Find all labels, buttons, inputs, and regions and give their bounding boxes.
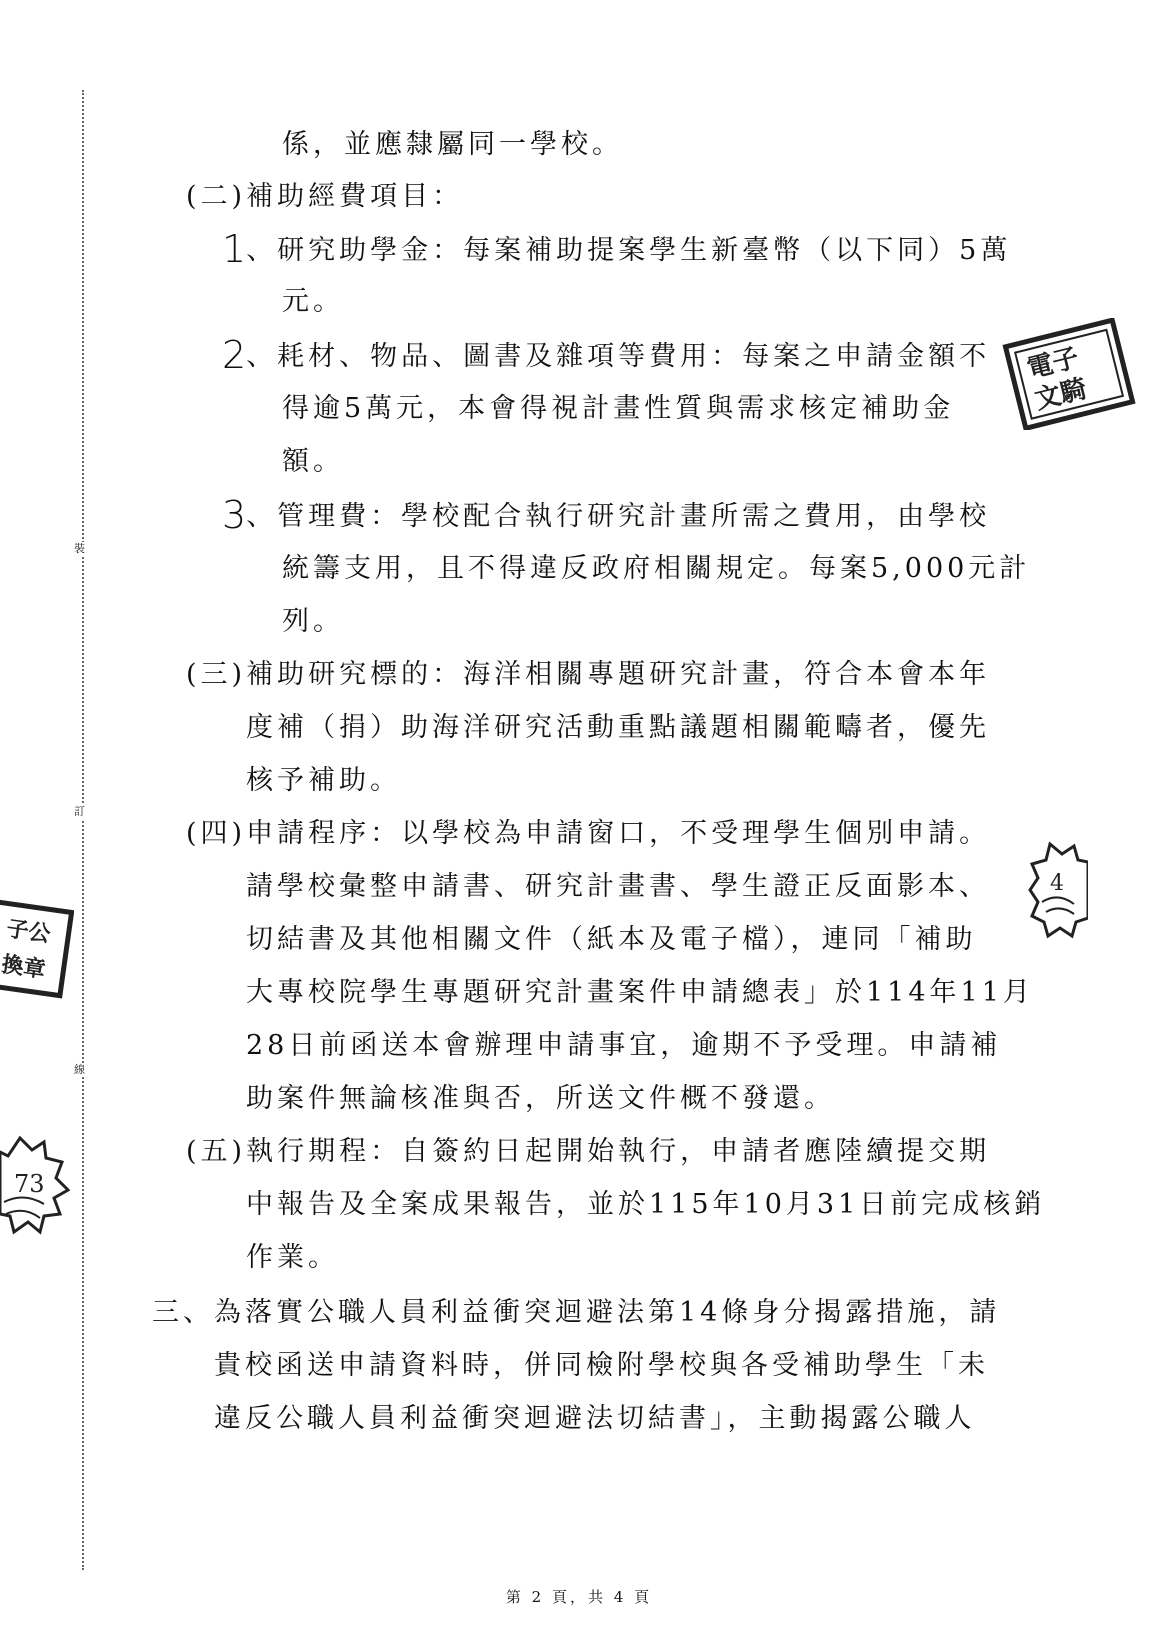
text-line: 度補（捐）助海洋研究活動重點議題相關範疇者，優先 bbox=[246, 712, 990, 743]
svg-text:換章: 換章 bbox=[0, 952, 47, 984]
seal-stamp-right-top bbox=[1000, 318, 1158, 430]
text-line: 28日前函送本會辦理申請事宜，逾期不予受理。申請補 bbox=[246, 1030, 1002, 1061]
page-footer: 第 2 頁，共 4 頁 bbox=[505, 1588, 653, 1606]
section-heading-three: 三、為落實公職人員利益衝突迴避法第14條身分揭露措施，請 bbox=[152, 1297, 1001, 1328]
binding-mark-bottom: 線 bbox=[74, 1063, 85, 1076]
seal-number: 4 bbox=[1050, 871, 1064, 896]
binding-mark-top: 裝 bbox=[74, 542, 85, 555]
section-heading-3: (三)補助研究標的：海洋相關專題研究計畫，符合本會本年 bbox=[186, 659, 991, 690]
text-line: 切結書及其他相關文件（紙本及電子檔），連同「補助 bbox=[246, 924, 977, 955]
text-line: 元。 bbox=[282, 286, 344, 317]
item-2 bbox=[222, 333, 991, 377]
binding-mark-middle: 訂 bbox=[74, 805, 85, 818]
text-line: 請學校彙整申請書、研究計畫書、學生證正反面影本、 bbox=[246, 871, 990, 902]
svg-text:文騎: 文騎 bbox=[1031, 374, 1090, 416]
item-text: 、研究助學金：每案補助提案學生新臺幣（以下同）5萬 bbox=[246, 235, 1012, 266]
text-line: 大專校院學生專題研究計畫案件申請總表」於114年11月 bbox=[246, 977, 1034, 1008]
item-number: 3 bbox=[222, 493, 247, 537]
item-1 bbox=[222, 227, 1012, 271]
section-heading-2: (二)補助經費項目： bbox=[186, 181, 464, 212]
seal-stamp-left-low bbox=[0, 1132, 70, 1242]
section-heading-5: (五)執行期程：自簽約日起開始執行，申請者應陸續提交期 bbox=[186, 1136, 991, 1167]
text-line: 貴校函送申請資料時，併同檢附學校與各受補助學生「未 bbox=[214, 1350, 989, 1381]
item-text: 、耗材、物品、圖書及雜項等費用：每案之申請金額不 bbox=[246, 341, 991, 372]
text-line: 違反公職人員利益衝突迴避法切結書」，主動揭露公職人 bbox=[214, 1403, 976, 1434]
text-line: 得逾5萬元，本會得視計畫性質與需求核定補助金 bbox=[282, 393, 955, 424]
binding-dotted-line bbox=[82, 90, 84, 1570]
section-heading-4: (四)申請程序：以學校為申請窗口，不受理學生個別申請。 bbox=[186, 818, 991, 849]
text-line: 列。 bbox=[282, 606, 344, 637]
item-number: 2 bbox=[222, 333, 247, 377]
text-line: 中報告及全案成果報告，並於115年10月31日前完成核銷 bbox=[246, 1189, 1046, 1220]
svg-text:子公: 子公 bbox=[4, 916, 52, 948]
text-line: 額。 bbox=[282, 446, 344, 477]
seal-stamp-left-mid bbox=[0, 898, 74, 1002]
text-line: 作業。 bbox=[246, 1242, 339, 1273]
text-line: 助案件無論核准與否，所送文件概不發還。 bbox=[246, 1083, 835, 1114]
text-line: 核予補助。 bbox=[246, 765, 401, 796]
item-3 bbox=[222, 493, 991, 537]
seal-number: 73 bbox=[14, 1170, 45, 1198]
text-line: 係，並應隸屬同一學校。 bbox=[282, 129, 623, 160]
text-line: 統籌支用，且不得違反政府相關規定。每案5,000元計 bbox=[282, 553, 1031, 584]
svg-text:電子: 電子 bbox=[1024, 342, 1082, 385]
item-text: 、管理費：學校配合執行研究計畫所需之費用，由學校 bbox=[246, 501, 991, 532]
seal-stamp-right-mid bbox=[1028, 840, 1088, 940]
item-number: 1 bbox=[222, 227, 247, 271]
